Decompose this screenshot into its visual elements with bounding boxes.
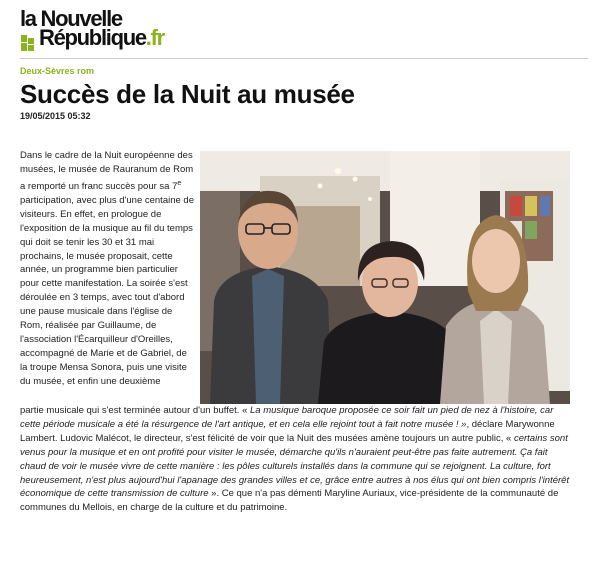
logo-mark-icon — [20, 34, 36, 52]
logo-brand: République — [39, 25, 146, 50]
article-body — [20, 404, 572, 515]
logo-tld: .fr — [145, 25, 164, 50]
section-label[interactable]: Deux-Sèvres rom — [20, 66, 95, 76]
article-date: 19/05/2015 05:32 — [20, 111, 91, 121]
body-paragraph: partie musicale qui s'est terminée autour d'un buffet. « La musique baroque proposée ce soir fait un pied de nez à l'histoire, car cette période musicale a été la résurgence de l'art antique, et en cela elle rejoint tout à fait notre musée ! », déclare Marywonne Lambert. Ludovic Malécot, le directeur, s'est félicité de voir que la Nuit des musées amène toujours un autre public, « certains sont venus pour la musique et en ont profité pour visiter le musée, démarche qu'ils n'auraient peut-être pas faite autrement. Ça fait chaud de voir le musée vivre de cette manière : les pôles culturels installés dans la commune qui se rejoignent. La culture, fort heureusement, n'est plus aujourd'hui l'apanage des grandes villes et ce, grâce entre autres à nos élus qui ont bien compris l'intérêt économique de cette transmission de culture ». Ce que n'a pas démenti Maryline Auriaux, vice-présidente de la communauté de communes du Mellois, en charge de la culture et du patrimoine. — [20, 405, 570, 514]
article-photo — [200, 151, 570, 404]
photo-illustration — [200, 151, 570, 404]
logo-line1: la Nouvelle — [20, 6, 122, 31]
logo-line2 — [39, 25, 164, 51]
intro-paragraph: Dans le cadre de la Nuit européenne des musées, le musée de Rauranum de Rom a remporté un franc succès pour sa 7e participation, avec plus d'une centaine de visiteurs. En effet, en prologue de l'exposition de la musique au fil du temps qui doit se tenir les 30 et 31 mai prochains, le musée proposait, cette année, un programme bien particulier pour cette manifestation. La soirée s'est déroulée en 3 temps, avec tout d'abord une pause musicale dans l'église de Rom, réalisée par Guillaume, de l'association l'Écarquilleur d'Oreilles, accompagné de Marie et de Gabriel, de la troupe Mensa Sonora, puis une visite du musée, et enfin une deuxième — [20, 150, 194, 387]
article-intro — [20, 149, 196, 389]
article-title: Succès de la Nuit au musée — [20, 79, 355, 109]
site-logo[interactable] — [20, 6, 200, 55]
header-divider — [20, 58, 588, 59]
